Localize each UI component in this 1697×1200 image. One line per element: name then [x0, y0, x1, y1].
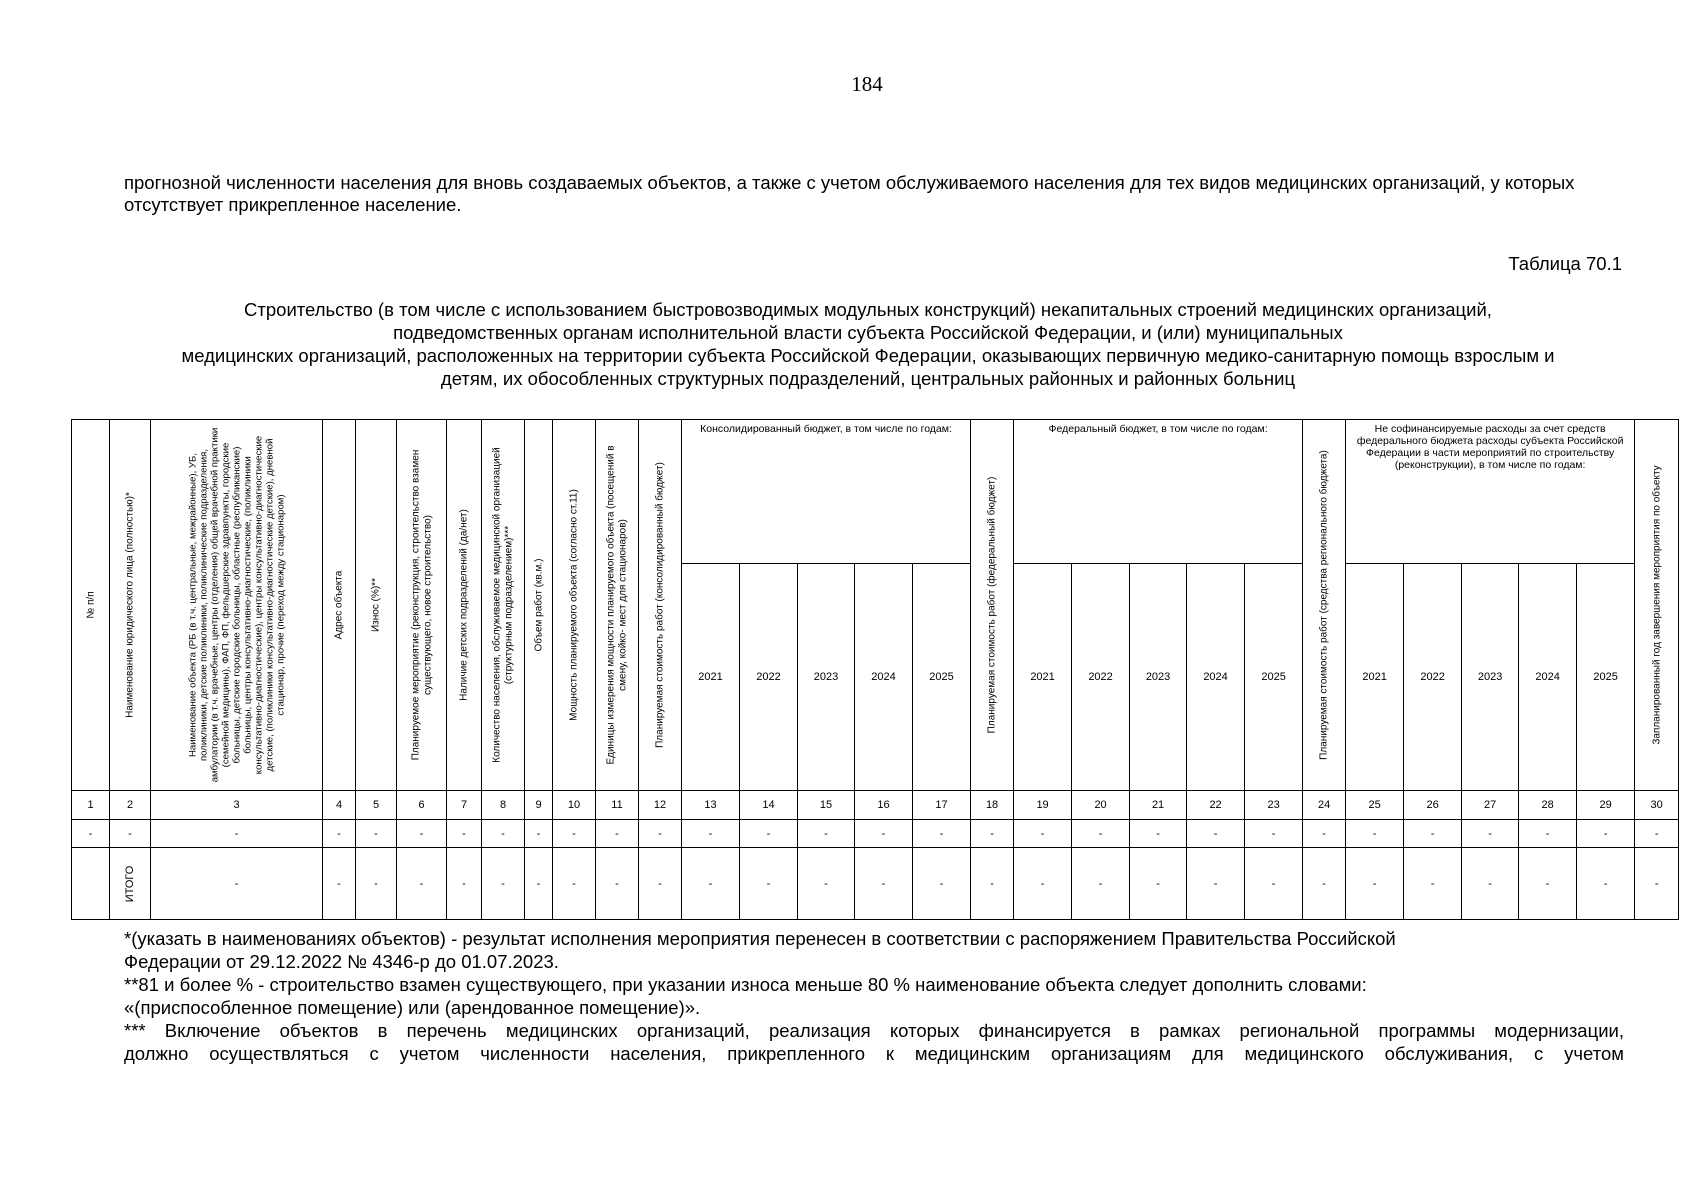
header-cell [72, 420, 110, 791]
year-cell: 2023 [798, 564, 855, 791]
column-number-cell: 15 [798, 791, 855, 820]
column-number-cell: 25 [1346, 791, 1404, 820]
table-row [72, 820, 1679, 848]
column-number-cell: 4 [323, 791, 356, 820]
table-cell: - [525, 848, 553, 920]
table-cell: - [356, 820, 397, 848]
table-cell: - [1462, 848, 1519, 920]
header-cell [447, 420, 482, 791]
table-cell: - [1577, 848, 1635, 920]
group-header-federal: Федеральный бюджет, в том числе по годам: [1014, 420, 1303, 564]
table-cell: - [151, 820, 323, 848]
table-cell: - [1635, 820, 1679, 848]
header-text: Планируемая стоимость работ (средства регионального бюджета) [1318, 450, 1330, 760]
table-cell: - [1072, 848, 1130, 920]
year-cell: 2021 [1346, 564, 1404, 791]
table-cell: - [1130, 820, 1187, 848]
header-cell [323, 420, 356, 791]
column-number-cell: 6 [397, 791, 447, 820]
footnote-2: **81 и более % - строительство взамен существующего, при указании износа меньше 80 % наименование объекта следует дополнить словами: [124, 974, 1367, 995]
header-cell [596, 420, 639, 791]
header-text: Адрес объекта [333, 570, 345, 640]
table-cell: - [1404, 848, 1462, 920]
header-cell [356, 420, 397, 791]
table-cell: - [323, 848, 356, 920]
caption-line: медицинских организаций, расположенных на территории субъекта Российской Федерации, оказывающих первичную медико-санитарную помощь взрослым и [181, 345, 1555, 366]
year-cell: 2025 [1577, 564, 1635, 791]
header-text: Наименование юридического лица (полностью)* [124, 492, 136, 718]
year-cell: 2022 [1072, 564, 1130, 791]
column-number-cell: 18 [971, 791, 1014, 820]
year-cell: 2023 [1130, 564, 1187, 791]
header-text: Планируемое мероприятие (реконструкция, строительство взамен существующего, новое строительство) [410, 449, 433, 761]
group-header-consolidated: Консолидированный бюджет, в том числе по годам: [682, 420, 971, 564]
year-cell: 2023 [1462, 564, 1519, 791]
total-label: ИТОГО [124, 865, 136, 902]
table-cell: - [1462, 820, 1519, 848]
column-number-cell: 13 [682, 791, 740, 820]
table-cell: - [553, 820, 596, 848]
column-number-cell: 19 [1014, 791, 1072, 820]
table-cell: - [740, 848, 798, 920]
column-number-cell: 3 [151, 791, 323, 820]
column-number-cell: 11 [596, 791, 639, 820]
year-cell: 2025 [913, 564, 971, 791]
column-number-cell: 9 [525, 791, 553, 820]
table-cell: - [323, 820, 356, 848]
table-cell: - [1187, 848, 1245, 920]
year-cell: 2024 [855, 564, 913, 791]
column-number-cell: 14 [740, 791, 798, 820]
header-text: Планируемая стоимость работ (консолидированный бюджет) [654, 462, 666, 748]
header-cell [1303, 420, 1346, 791]
table-cell: - [397, 848, 447, 920]
table-cell: - [1245, 848, 1303, 920]
column-number-cell: 21 [1130, 791, 1187, 820]
header-cell [151, 420, 323, 791]
table-cell: - [1577, 820, 1635, 848]
column-number-cell: 16 [855, 791, 913, 820]
column-number-cell: 27 [1462, 791, 1519, 820]
table-cell: - [525, 820, 553, 848]
table-cell: - [740, 820, 798, 848]
header-text: Объем работ (кв.м.) [532, 558, 544, 652]
table-cell: - [447, 848, 482, 920]
year-cell: 2021 [682, 564, 740, 791]
caption-line: подведомственных органам исполнительной власти субъекта Российской Федерации, и (или) муниципальных [393, 322, 1343, 343]
table-cell: - [971, 848, 1014, 920]
caption-line: детям, их обособленных структурных подразделений, центральных районных и районных больниц [440, 368, 1296, 389]
table-cell: - [1635, 848, 1679, 920]
header-row-1 [72, 420, 1679, 564]
column-number-cell: 22 [1187, 791, 1245, 820]
header-text: № п/п [84, 591, 96, 619]
caption-line: Строительство (в том числе с использованием быстровозводимых модульных конструкций) некапитальных строений медицинских организаций, [244, 299, 1492, 320]
year-cell: 2024 [1519, 564, 1577, 791]
column-number-cell: 10 [553, 791, 596, 820]
column-number-cell: 20 [1072, 791, 1130, 820]
table-cell: - [1014, 820, 1072, 848]
table-cell: - [682, 848, 740, 920]
table-cell: - [596, 820, 639, 848]
footnote-1: *(указать в наименованиях объектов) - результат исполнения мероприятия перенесен в соответствии с распоряжением Правительства Российской [124, 928, 1396, 949]
table-cell: - [482, 820, 525, 848]
page-number: 184 [851, 72, 883, 96]
table-cell: - [798, 820, 855, 848]
footnote-2-cont: «(приспособленное помещение) или (арендованное помещение)». [124, 997, 701, 1018]
header-cell [553, 420, 596, 791]
table-label: Таблица 70.1 [1508, 253, 1622, 274]
header-cell [525, 420, 553, 791]
column-number-cell: 8 [482, 791, 525, 820]
header-text: Наличие детских подразделений (да/нет) [458, 509, 470, 701]
column-number-cell: 12 [639, 791, 682, 820]
header-cell [639, 420, 682, 791]
table-cell: - [151, 848, 323, 920]
table-cell: - [639, 848, 682, 920]
year-cell: 2025 [1245, 564, 1303, 791]
header-cell [110, 420, 151, 791]
footnote-3-cont: должно осуществляться с учетом численности населения, прикрепленного к медицинским организациям для медицинского обслуживания, с учетом [124, 1043, 1624, 1064]
table-cell: - [1303, 848, 1346, 920]
column-number-row [72, 791, 1679, 820]
header-cell [1635, 420, 1679, 791]
table-cell: - [913, 820, 971, 848]
table-caption [114, 298, 1622, 390]
table-cell: - [482, 848, 525, 920]
table-cell: - [447, 820, 482, 848]
table-cell: - [397, 820, 447, 848]
column-number-cell: 29 [1577, 791, 1635, 820]
year-cell: 2022 [1404, 564, 1462, 791]
table-cell: - [855, 848, 913, 920]
table-cell: - [596, 848, 639, 920]
header-cell [482, 420, 525, 791]
table-cell: - [356, 848, 397, 920]
table-cell: - [682, 820, 740, 848]
header-text: Износ (%)** [370, 578, 382, 632]
column-number-cell: 7 [447, 791, 482, 820]
footnote-3: *** Включение объектов в перечень медицинских организаций, реализация которых финансируется в рамках региональной программы модернизации, [124, 1020, 1624, 1041]
column-number-cell: 1 [72, 791, 110, 820]
header-cell [971, 420, 1014, 791]
table-cell: - [1245, 820, 1303, 848]
column-number-cell: 26 [1404, 791, 1462, 820]
group-header-nonfinanced: Не софинансируемые расходы за счет средств федерального бюджета расходы субъекта Российской Федерации в части мероприятий по строительству (реконструкции), в том числе по годам: [1346, 420, 1635, 564]
construction-table [71, 419, 1679, 920]
year-cell: 2022 [740, 564, 798, 791]
table-cell [72, 848, 110, 920]
header-text: Количество населения, обслуживаемое медицинской организацией (структурным подразделением)*** [491, 447, 514, 763]
table-cell: - [1404, 820, 1462, 848]
footnote-1-cont: Федерации от 29.12.2022 № 4346-р до 01.07.2023. [124, 951, 559, 972]
column-number-cell: 17 [913, 791, 971, 820]
table-cell: - [913, 848, 971, 920]
year-cell: 2021 [1014, 564, 1072, 791]
table-cell: - [1346, 820, 1404, 848]
column-number-cell: 2 [110, 791, 151, 820]
column-number-cell: 30 [1635, 791, 1679, 820]
table-cell: - [1346, 848, 1404, 920]
column-number-cell: 28 [1519, 791, 1577, 820]
table-cell: - [855, 820, 913, 848]
column-number-cell: 5 [356, 791, 397, 820]
table-cell: - [971, 820, 1014, 848]
year-cell: 2024 [1187, 564, 1245, 791]
header-cell [397, 420, 447, 791]
header-text: Единицы измерения мощности планируемого объекта (посещений в смену, койко- мест для стационаров) [605, 445, 628, 765]
table-cell: - [1014, 848, 1072, 920]
header-text: Наименование объекта (РБ (в т.ч. центральные, межрайонные), УБ, поликлиники, детские поликлиники, поликлинические подразделения, амбулатории (в т.ч. врачебные, центры (отделения) общей врачебной практики (семейной медицины), ФАП, ФП, фельдшерские здравпункты, городские больницы, детские городские больницы, областные (республиканские) больницы, центры консультативно-диагностические, (поликлиники консультативно-диагностические), центры консультативно-диагностические детские, (поликлиники консультативно-диагностические детские), дневной стационар, прочие (переход между стационаром) [187, 427, 286, 783]
table-cell: - [1187, 820, 1245, 848]
intro-paragraph: прогнозной численности населения для вновь создаваемых объектов, а также с учетом обслуживаемого населения для тех видов медицинских организаций, у которых отсутствует прикрепленное население. [124, 172, 1575, 215]
total-row [72, 848, 1679, 920]
table-cell: - [110, 820, 151, 848]
column-number-cell: 23 [1245, 791, 1303, 820]
table-cell: - [1519, 848, 1577, 920]
table-cell: - [553, 848, 596, 920]
table-cell: - [639, 820, 682, 848]
table-cell: - [1303, 820, 1346, 848]
header-text: Запланированный год завершения мероприятия по объекту [1650, 465, 1662, 745]
table-cell: - [72, 820, 110, 848]
header-text: Мощность планируемого объекта (согласно ст.11) [568, 489, 580, 721]
column-number-cell: 24 [1303, 791, 1346, 820]
table-cell: - [1519, 820, 1577, 848]
header-text: Планируемая стоимость работ (федеральный бюджет) [986, 476, 998, 734]
table-cell: - [1130, 848, 1187, 920]
total-label-cell [110, 848, 151, 920]
footnotes [124, 927, 1624, 1065]
table-cell: - [798, 848, 855, 920]
table-cell: - [1072, 820, 1130, 848]
